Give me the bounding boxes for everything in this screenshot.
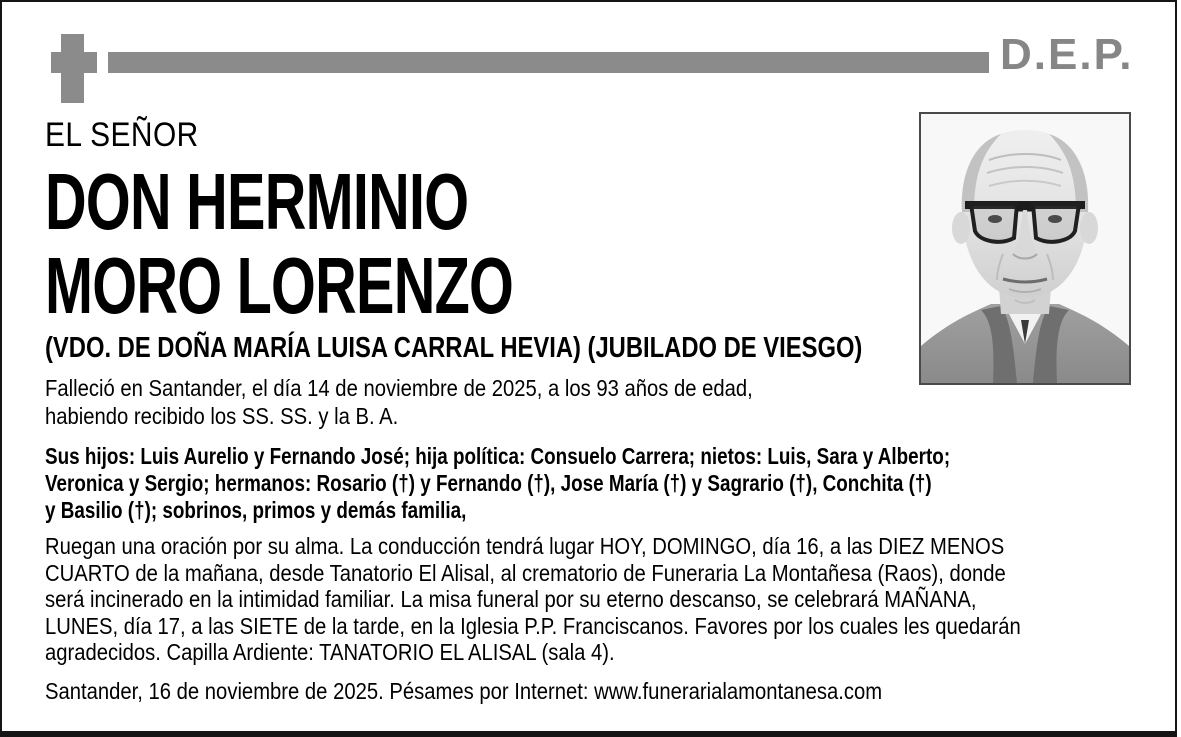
announcement-line-5: agradecidos. Capilla Ardiente: TANATORIO EL ALISAL (sala 4). (45, 639, 615, 665)
family-paragraph (45, 443, 950, 524)
death-notice-line-1: Falleció en Santander, el día 14 de noviembre de 2025, a los 93 años de edad, (45, 375, 753, 401)
death-notice-paragraph (45, 374, 753, 430)
announcement-line-2: CUARTO de la mañana, desde Tanatorio El Alisal, al crematorio de Funeraria La Montañesa (Raos), donde (45, 559, 1006, 586)
deceased-name (45, 157, 514, 330)
deceased-name-line-1: DON HERMINIO (45, 157, 469, 246)
family-line-1: Sus hijos: Luis Aurelio y Fernando José; hija política: Consuelo Carrera; nietos: Luis, Sara y Alberto; (45, 443, 951, 469)
family-line-2: Veronica y Sergio; hermanos: Rosario (†) y Fernando (†), Jose María (†) y Sagrario (†), Conchita (†) (45, 470, 932, 496)
marital-profession-subtitle: (VDO. DE DOÑA MARÍA LUISA CARRAL HEVIA) (JUBILADO DE VIESGO) (45, 332, 863, 364)
family-line-3: y Basilio (†); sobrinos, primos y demás familia, (45, 497, 467, 523)
honorific-label: EL SEÑOR (45, 116, 199, 154)
announcement-line-4: LUNES, día 17, a las SIETE de la tarde, en la Iglesia P.P. Franciscanos. Favores por los cuales les quedarán (45, 612, 1021, 639)
funeral-announcement-paragraph (45, 533, 1021, 666)
dateline: Santander, 16 de noviembre de 2025. Pésames por Internet: www.funerarialamontanesa.com (45, 678, 883, 704)
announcement-line-3: será incinerado en la intimidad familiar. La misa funeral por su eterno descanso, se celebrará MAÑANA, (45, 586, 977, 612)
header-rule (108, 52, 989, 73)
deceased-portrait-illustration (921, 114, 1129, 383)
announcement-line-1: Ruegan una oración por su alma. La conducción tendrá lugar HOY, DOMINGO, día 16, a las DIEZ MENOS (45, 533, 1005, 559)
deceased-photo (919, 112, 1131, 385)
dep-label: D.E.P. (1000, 30, 1134, 79)
memorial-cross-icon-arm (51, 52, 97, 73)
death-notice-line-2: habiendo recibido los SS. SS. y la B. A. (45, 403, 399, 429)
deceased-name-line-2: MORO LORENZO (45, 241, 514, 330)
